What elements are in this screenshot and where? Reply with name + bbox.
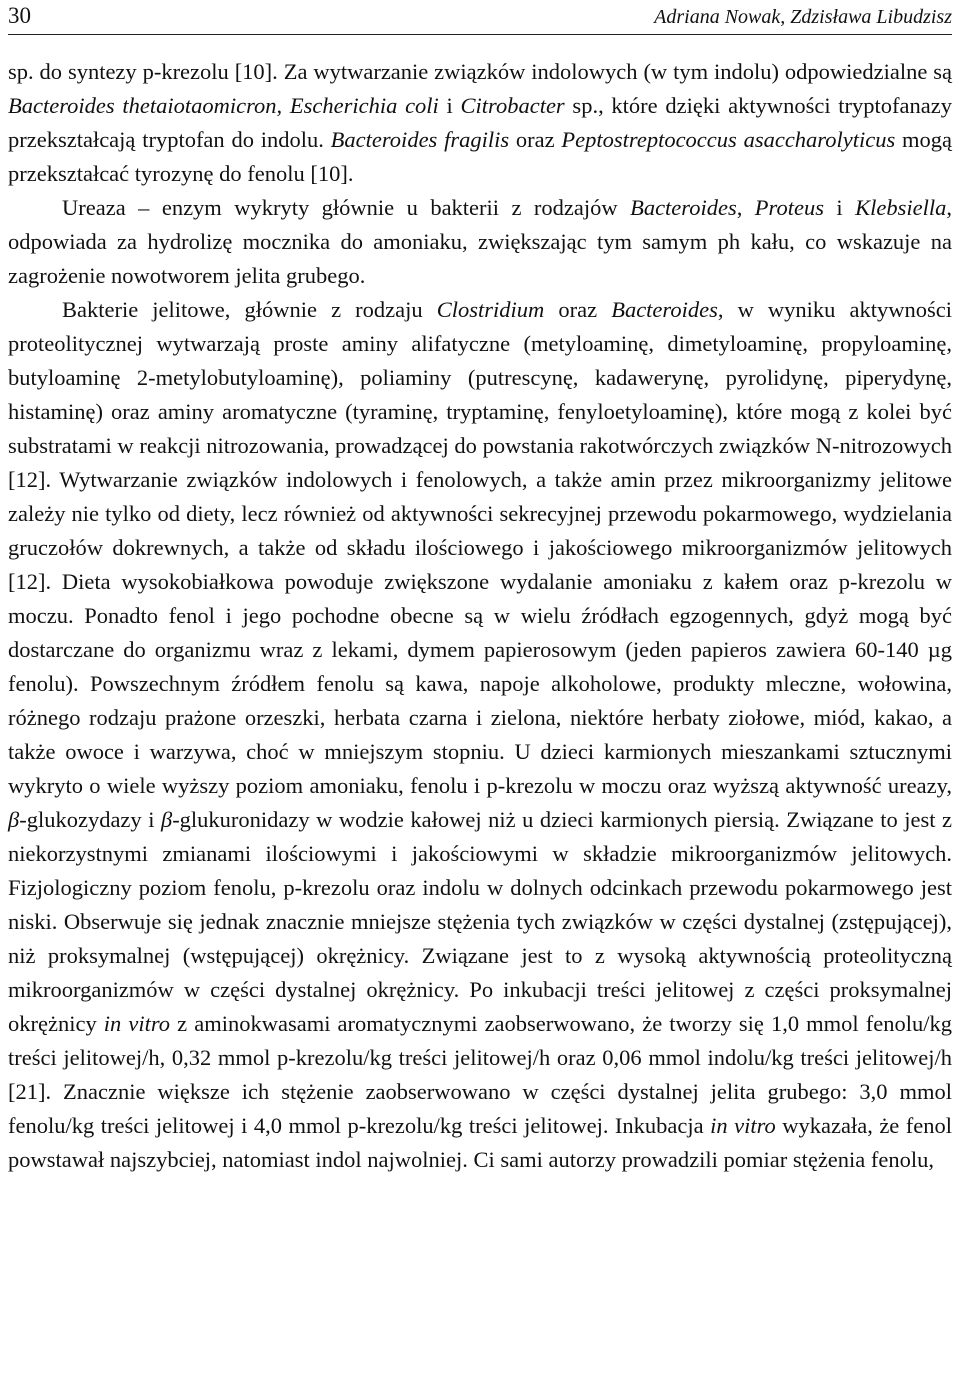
- italic-term: in vitro: [710, 1113, 776, 1138]
- page-number: 30: [8, 3, 31, 28]
- body-text: [8, 55, 952, 1177]
- paragraph-2: [8, 191, 952, 293]
- text-run: -glukuronidazy w wodzie kałowej niż u dzieci karmionych piersią. Związane to jest z niekorzystnymi zmianami ilościowymi i jakościowymi w składzie mikroorganizmów jelitowych. Fizjologiczny poziom fenolu, p-krezolu oraz indolu w dolnych odcinkach przewodu pokarmowego jest niski. Obserwuje się jednak znacznie mniejsze stężenia tych związków w części dystalnej (zstępującej), niż proksymalnej (wstępującej) okrężnicy. Związane jest to z wysoką aktywnością proteolityczną mikroorganizmów w części dystalnej okrężnicy. Po inkubacji treści jelitowej z części proksymalnej okrężnicy: [8, 807, 952, 1036]
- text-run: oraz: [544, 297, 612, 322]
- italic-term: β: [8, 807, 20, 832]
- text-run: mogą przekształcać tyrozynę do fenolu [10].: [8, 127, 952, 186]
- text-run: Bakterie jelitowe, głównie z rodzaju: [62, 297, 437, 322]
- text-run: -glukozydazy i: [19, 807, 161, 832]
- italic-term: β: [160, 807, 173, 832]
- italic-term: Peptostreptococcus asaccharolyticus: [561, 127, 896, 152]
- header-authors: Adriana Nowak, Zdzisława Libudzisz: [654, 6, 952, 28]
- italic-term: Bacteroides: [630, 195, 737, 220]
- text-run: , odpowiada za hydrolizę mocznika do amoniaku, zwiększając tym samym ph kału, co wskazuje na zagrożenie nowotworem jelita grubego.: [8, 195, 952, 288]
- italic-term: Bacteroides fragilis: [330, 127, 510, 152]
- text-run: sp., które dzięki aktywności tryptofanazy przekształcają tryptofan do indolu.: [8, 93, 952, 152]
- text-run: Ureaza – enzym wykryty głównie u bakterii z rodzajów: [62, 195, 631, 220]
- text-run: i: [823, 195, 856, 220]
- text-run: i: [438, 93, 461, 118]
- text-run: z aminokwasami aromatycznymi zaobserwowano, że tworzy się 1,0 mmol fenolu/kg treści jelitowej/h, 0,32 mmol p-krezolu/kg treści jelitowej/h oraz 0,06 mmol indolu/kg treści jelitowej/h [21]. Znacznie większe ich stężenie zaobserwowano w części dystalnej jelita grubego: 3,0 mmol fenolu/kg treści jelitowej i 4,0 mmol p-krezolu/kg treści jelitowej. Inkubacja: [8, 1011, 952, 1138]
- text-run: , w wyniku aktywności proteolitycznej wytwarzają proste aminy alifatyczne (metyloaminę, dimetyloaminę, propyloaminę, butyloaminę 2-metylobutyloaminę), poliaminy (putrescynę, kadawerynę, pyrolidynę, piperydynę, histaminę) oraz aminy aromatyczne (tyraminę, tryptaminę, fenyloetyloaminę), które mogą z kolei być substratami w reakcji nitrozowania, prowadzącej do powstania rakotwórczych związków N-nitrozowych [12]. Wytwarzanie związków indolowych i fenolowych, a także amin przez mikroorganizmy jelitowe zależy nie tylko od diety, lecz również od aktywności sekrecyjnej przewodu pokarmowego, wydzielania gruczołów dokrewnych, a także od składu ilościowego i jakościowego mikroorganizmów jelitowych [12]. Dieta wysokobiałkowa powoduje zwiększone wydalanie amoniaku z kałem oraz p-krezolu w moczu. Ponadto fenol i jego pochodne obecne są w wielu źródłach egzogennych, gdyż mogą być dostarczane do organizmu wraz z lekami, dymem papierosowym (jeden papieros zawiera 60-140 µg fenolu). Powszechnym źródłem fenolu są kawa, napoje alkoholowe, produkty mleczne, wołowina, różnego rodzaju prażone orzeszki, herbata czarna i zielona, niektóre herbaty ziołowe, miód, kakao, a także owoce i warzywa, choć w mniejszym stopniu. U dzieci karmionych mieszankami sztucznymi wykryto o wiele wyższy poziom amoniaku, fenolu i p-krezolu w moczu oraz wyższą aktywność ureazy,: [8, 297, 952, 798]
- italic-term: Klebsiella: [855, 195, 947, 220]
- italic-term: Proteus: [754, 195, 824, 220]
- italic-term: in vitro: [103, 1011, 171, 1036]
- italic-term: Bacteroides: [611, 297, 718, 322]
- italic-term: Clostridium: [436, 297, 545, 322]
- italic-term: Citrobacter: [460, 93, 565, 118]
- text-run: sp. do syntezy p-krezolu [10]. Za wytwarzanie związków indolowych (w tym indolu) odpowiedzialne są: [8, 59, 952, 84]
- paragraph-3: [8, 293, 952, 1177]
- running-header: [8, 0, 952, 35]
- text-run: oraz: [509, 127, 562, 152]
- paragraph-1: [8, 55, 952, 191]
- text-run: wykazała, że fenol powstawał najszybciej, natomiast indol najwolniej. Ci sami autorzy prowadzili pomiar stężenia fenolu,: [8, 1113, 952, 1172]
- italic-term: Bacteroides thetaiotaomicron, Escherichia coli: [8, 93, 439, 118]
- text-run: ,: [736, 195, 755, 220]
